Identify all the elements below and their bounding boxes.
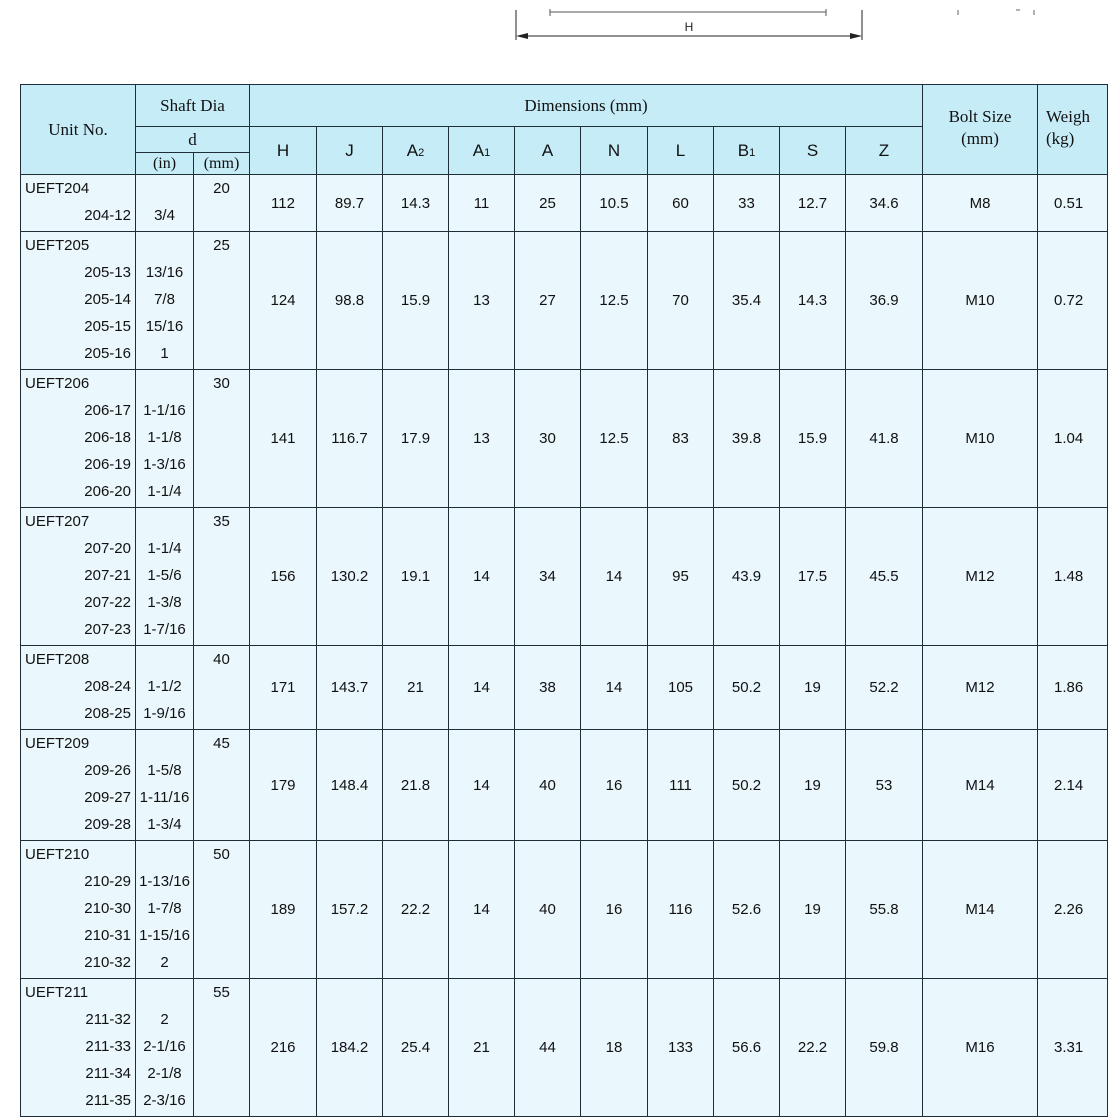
dim-symbol: A	[472, 140, 485, 160]
dimension-value: 52.2	[846, 646, 923, 730]
shaft-dia-in: 1-1/16	[143, 402, 186, 419]
bolt-size-label: Bolt Size	[948, 107, 1012, 126]
unit-number: UEFT204	[25, 180, 90, 197]
dimension-value: 55.8	[846, 841, 923, 979]
header-dim-9	[846, 127, 923, 175]
weight-unit: (kg)	[1046, 129, 1075, 148]
sub-unit-number: 207-21	[84, 567, 131, 584]
shaft-dia-in: 2-1/8	[147, 1065, 182, 1082]
dimension-value: 38	[515, 646, 581, 730]
dimension-value: 25.4	[383, 979, 449, 1117]
dim-symbol: Z	[878, 140, 890, 160]
dimension-value: 14	[581, 508, 648, 646]
unit-number: UEFT211	[25, 984, 89, 1001]
shaft-dia-mm: 40	[213, 651, 230, 668]
unit-number: UEFT205	[25, 237, 90, 254]
dimension-value: 133	[648, 979, 714, 1117]
dimension-value: 95	[648, 508, 714, 646]
shaft-dia-in: 1-3/8	[147, 594, 182, 611]
dimension-value: 16	[581, 730, 648, 841]
dimension-value: 112	[250, 175, 317, 232]
sub-unit-number: 208-25	[84, 705, 131, 722]
unit-number: UEFT209	[25, 735, 90, 752]
dimension-value: 16	[581, 841, 648, 979]
dimension-value: 22.2	[780, 979, 846, 1117]
dimension-value: 34	[515, 508, 581, 646]
unit-number: UEFT210	[25, 846, 90, 863]
dim-subscript: 1	[484, 146, 491, 159]
dimension-value: 89.7	[317, 175, 383, 232]
sub-unit-number: 210-29	[84, 873, 131, 890]
dimension-value: 216	[250, 979, 317, 1117]
shaft-dia-in-cell	[136, 979, 194, 1117]
shaft-dia-in: 1-15/16	[139, 927, 190, 944]
dimension-value: 70	[648, 232, 714, 370]
weight-value: 2.26	[1038, 841, 1108, 979]
dimension-value: 124	[250, 232, 317, 370]
sub-unit-number: 209-27	[84, 789, 131, 806]
shaft-dia-in: 7/8	[154, 291, 175, 308]
dimension-value: 14	[449, 841, 515, 979]
bolt-size-value: M12	[923, 508, 1038, 646]
dimension-value: 15.9	[383, 232, 449, 370]
dim-symbol: A	[406, 140, 419, 160]
dimension-value: 18	[581, 979, 648, 1117]
shaft-dia-in: 15/16	[145, 318, 184, 335]
dimension-value: 19.1	[383, 508, 449, 646]
dimension-value: 30	[515, 370, 581, 508]
dimension-value: 21	[383, 646, 449, 730]
dimension-value: 141	[250, 370, 317, 508]
shaft-dia-in: 1-7/8	[147, 900, 182, 917]
dimension-value: 39.8	[714, 370, 780, 508]
dimension-value: 50.2	[714, 730, 780, 841]
shaft-dia-in-cell	[136, 232, 194, 370]
dimension-value: 44	[515, 979, 581, 1117]
sub-unit-number: 206-18	[84, 429, 131, 446]
sub-unit-number: 207-23	[84, 621, 131, 638]
shaft-dia-mm: 35	[213, 513, 230, 530]
sub-unit-number: 205-13	[84, 264, 131, 281]
shaft-dia-in: 1-5/6	[147, 567, 182, 584]
header-dim-7	[714, 127, 780, 175]
dimension-value: 52.6	[714, 841, 780, 979]
dimension-value: 98.8	[317, 232, 383, 370]
dimension-value: 43.9	[714, 508, 780, 646]
table-row	[21, 730, 1108, 841]
shaft-dia-mm-cell	[194, 175, 250, 232]
drawing-arrow-right	[850, 33, 862, 39]
dimension-value: 116	[648, 841, 714, 979]
sub-unit-number: 207-22	[84, 594, 131, 611]
dimension-value: 40	[515, 841, 581, 979]
dimension-value: 53	[846, 730, 923, 841]
shaft-dia-in: 1-1/4	[147, 483, 182, 500]
shaft-dia-in: 1-7/16	[143, 621, 186, 638]
sub-unit-number: 210-30	[84, 900, 131, 917]
sub-unit-number: 211-34	[85, 1065, 131, 1082]
weight-value: 2.14	[1038, 730, 1108, 841]
unit-cell	[21, 370, 136, 508]
shaft-dia-mm-cell	[194, 730, 250, 841]
header-dim-3	[449, 127, 515, 175]
sub-unit-number: 206-17	[84, 402, 131, 419]
dimension-value: 17.9	[383, 370, 449, 508]
dimension-value: 36.9	[846, 232, 923, 370]
shaft-dia-in-cell	[136, 508, 194, 646]
sub-unit-number: 209-26	[84, 762, 131, 779]
shaft-dia-in: 1-13/16	[139, 873, 190, 890]
dimension-value: 40	[515, 730, 581, 841]
dimension-value: 14	[449, 646, 515, 730]
sub-unit-number: 209-28	[84, 816, 131, 833]
unit-cell	[21, 508, 136, 646]
unit-cell	[21, 730, 136, 841]
shaft-dia-in: 3/4	[154, 207, 175, 224]
shaft-dia-in: 1-5/8	[147, 762, 182, 779]
dimension-value: 148.4	[317, 730, 383, 841]
dimension-value: 21	[449, 979, 515, 1117]
table-row	[21, 979, 1108, 1117]
header-in: (in)	[136, 153, 194, 175]
sub-unit-number: 205-14	[84, 291, 131, 308]
dimension-value: 15.9	[780, 370, 846, 508]
dimension-value: 50.2	[714, 646, 780, 730]
weight-value: 1.48	[1038, 508, 1108, 646]
unit-cell	[21, 841, 136, 979]
bolt-size-value: M10	[923, 370, 1038, 508]
dimension-value: 13	[449, 232, 515, 370]
shaft-dia-mm-cell	[194, 508, 250, 646]
dimension-value: 10.5	[581, 175, 648, 232]
header-dim-0	[250, 127, 317, 175]
shaft-dia-mm: 20	[213, 180, 230, 197]
table-row	[21, 175, 1108, 232]
dim-symbol: L	[675, 140, 686, 160]
dim-subscript: 2	[418, 146, 425, 159]
dimension-value: 27	[515, 232, 581, 370]
bearing-spec-table	[20, 84, 1108, 1117]
dimension-value: 60	[648, 175, 714, 232]
dimension-value: 12.5	[581, 232, 648, 370]
shaft-dia-mm: 30	[213, 375, 230, 392]
dim-symbol: H	[276, 140, 290, 160]
unit-cell	[21, 232, 136, 370]
dimension-value: 17.5	[780, 508, 846, 646]
dimension-drawing	[0, 0, 1109, 60]
dimension-value: 41.8	[846, 370, 923, 508]
shaft-dia-in-cell	[136, 646, 194, 730]
header-dim-6	[648, 127, 714, 175]
dim-subscript: 1	[749, 146, 756, 159]
header-dim-8	[780, 127, 846, 175]
dimension-value: 189	[250, 841, 317, 979]
table-row	[21, 370, 1108, 508]
shaft-dia-in: 1-1/2	[147, 678, 182, 695]
unit-cell	[21, 979, 136, 1117]
sub-unit-number: 208-24	[84, 678, 131, 695]
shaft-dia-mm-cell	[194, 979, 250, 1117]
header-mm: (mm)	[194, 153, 250, 175]
weight-value: 1.04	[1038, 370, 1108, 508]
shaft-dia-in-cell	[136, 730, 194, 841]
header-d: d	[136, 127, 250, 153]
header-weight	[1038, 85, 1108, 175]
bolt-size-value: M12	[923, 646, 1038, 730]
bolt-size-value: M14	[923, 841, 1038, 979]
shaft-dia-in: 2-3/16	[143, 1092, 186, 1109]
unit-cell	[21, 646, 136, 730]
shaft-dia-mm-cell	[194, 232, 250, 370]
dimension-value: 130.2	[317, 508, 383, 646]
bolt-size-value: M8	[923, 175, 1038, 232]
dim-symbol: N	[607, 140, 621, 160]
table-row	[21, 232, 1108, 370]
shaft-dia-in-cell	[136, 841, 194, 979]
unit-number: UEFT207	[25, 513, 90, 530]
dimension-value: 59.8	[846, 979, 923, 1117]
dimension-value: 179	[250, 730, 317, 841]
dimension-value: 157.2	[317, 841, 383, 979]
bolt-size-value: M16	[923, 979, 1038, 1117]
shaft-dia-mm-cell	[194, 841, 250, 979]
dimension-value: 14.3	[780, 232, 846, 370]
header-dim-1	[317, 127, 383, 175]
dimension-value: 45.5	[846, 508, 923, 646]
unit-number: UEFT208	[25, 651, 90, 668]
sub-unit-number: 211-32	[85, 1011, 131, 1028]
shaft-dia-in: 2	[160, 1011, 169, 1028]
dimension-value: 21.8	[383, 730, 449, 841]
dimension-value: 34.6	[846, 175, 923, 232]
weight-value: 1.86	[1038, 646, 1108, 730]
header-dim-2	[383, 127, 449, 175]
shaft-dia-in: 13/16	[145, 264, 184, 281]
shaft-dia-in: 1	[160, 345, 169, 362]
header-bolt-size	[923, 85, 1038, 175]
sub-unit-number: 207-20	[84, 540, 131, 557]
dimension-value: 12.7	[780, 175, 846, 232]
shaft-dia-in-cell	[136, 370, 194, 508]
dimension-value: 156	[250, 508, 317, 646]
sub-unit-number: 204-12	[84, 207, 131, 224]
shaft-dia-mm: 45	[213, 735, 230, 752]
dim-symbol: B	[737, 140, 750, 160]
dimension-value: 14	[581, 646, 648, 730]
shaft-dia-in: 1-3/16	[143, 456, 186, 473]
shaft-dia-in: 1-1/4	[147, 540, 182, 557]
unit-cell	[21, 175, 136, 232]
header-dim-5	[581, 127, 648, 175]
dimension-value: 105	[648, 646, 714, 730]
shaft-dia-in: 1-1/8	[147, 429, 182, 446]
shaft-dia-mm-cell	[194, 646, 250, 730]
dim-symbol: J	[345, 140, 354, 160]
dimension-value: 35.4	[714, 232, 780, 370]
dimension-value: 14	[449, 730, 515, 841]
dimension-value: 19	[780, 841, 846, 979]
sub-unit-number: 205-16	[84, 345, 131, 362]
shaft-dia-mm-cell	[194, 370, 250, 508]
dimension-value: 14	[449, 508, 515, 646]
weight-label: Weigh	[1046, 107, 1090, 126]
header-unit-no: Unit No.	[21, 85, 136, 175]
dimension-value: 19	[780, 646, 846, 730]
dimension-value: 83	[648, 370, 714, 508]
shaft-dia-mm: 50	[213, 846, 230, 863]
sub-unit-number: 206-19	[84, 456, 131, 473]
shaft-dia-in: 1-9/16	[143, 705, 186, 722]
drawing-dimension-label: H	[684, 20, 694, 34]
sub-unit-number: 205-15	[84, 318, 131, 335]
shaft-dia-in: 2-1/16	[143, 1038, 186, 1055]
table-row	[21, 508, 1108, 646]
weight-value: 0.51	[1038, 175, 1108, 232]
header-shaft-dia: Shaft Dia	[136, 85, 250, 127]
dimension-value: 171	[250, 646, 317, 730]
shaft-dia-in: 1-3/4	[147, 816, 182, 833]
dimension-value: 184.2	[317, 979, 383, 1117]
dimension-value: 19	[780, 730, 846, 841]
shaft-dia-in: 1-11/16	[139, 789, 190, 806]
header-dimensions: Dimensions (mm)	[250, 85, 923, 127]
dimension-value: 143.7	[317, 646, 383, 730]
dimension-value: 13	[449, 370, 515, 508]
table-row	[21, 841, 1108, 979]
dimension-value: 56.6	[714, 979, 780, 1117]
dim-symbol: A	[541, 140, 554, 160]
dimension-value: 116.7	[317, 370, 383, 508]
header-dim-4	[515, 127, 581, 175]
shaft-dia-mm: 55	[213, 984, 230, 1001]
dimension-value: 33	[714, 175, 780, 232]
unit-number: UEFT206	[25, 375, 90, 392]
dimension-value: 14.3	[383, 175, 449, 232]
shaft-dia-in-cell	[136, 175, 194, 232]
dimension-value: 22.2	[383, 841, 449, 979]
weight-value: 3.31	[1038, 979, 1108, 1117]
sub-unit-number: 206-20	[84, 483, 131, 500]
bolt-size-unit: (mm)	[961, 129, 999, 148]
bolt-size-value: M10	[923, 232, 1038, 370]
sub-unit-number: 211-35	[85, 1092, 131, 1109]
sub-unit-number: 210-31	[84, 927, 131, 944]
dimension-value: 11	[449, 175, 515, 232]
weight-value: 0.72	[1038, 232, 1108, 370]
dim-symbol: S	[806, 140, 819, 160]
sub-unit-number: 211-33	[85, 1038, 131, 1055]
dimension-value: 25	[515, 175, 581, 232]
dimension-value: 111	[648, 730, 714, 841]
shaft-dia-mm: 25	[213, 237, 230, 254]
shaft-dia-in: 2	[160, 954, 169, 971]
sub-unit-number: 210-32	[84, 954, 131, 971]
table-row	[21, 646, 1108, 730]
dimension-value: 12.5	[581, 370, 648, 508]
drawing-arrow-left	[516, 33, 528, 39]
bolt-size-value: M14	[923, 730, 1038, 841]
